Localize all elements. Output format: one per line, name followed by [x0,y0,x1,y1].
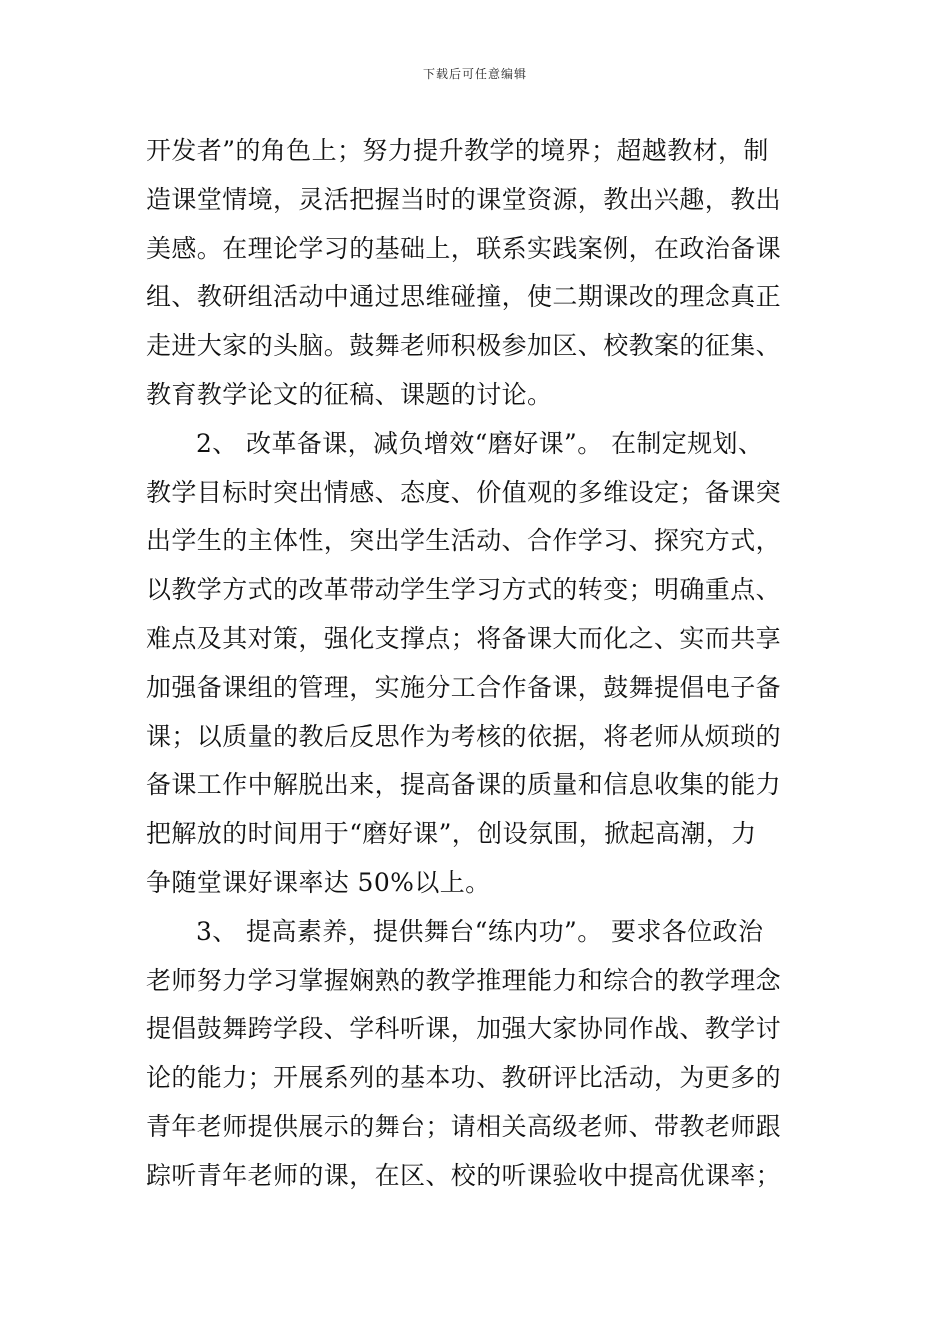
body-line: 老师努力学习掌握娴熟的教学推理能力和综合的教学理念 [146,965,782,995]
body-line: 教学目标时突出情感、态度、价值观的多维设定；备课突 [146,477,782,507]
body-line: 造课堂情境，灵活把握当时的课堂资源，教出兴趣，教出 [146,184,782,214]
body-line: 课；以质量的教后反思作为考核的依据，将老师从烦琐的 [146,721,782,751]
body-line: 组、教研组活动中通过思维碰撞，使二期课改的理念真正 [146,282,782,312]
body-line: 论的能力；开展系列的基本功、教研评比活动，为更多的 [146,1063,782,1093]
document-body [146,127,826,1201]
body-line: 青年老师提供展示的舞台；请相关高级老师、带教老师跟 [146,1111,782,1141]
body-line: 出学生的主体性，突出学生活动、合作学习、探究方式， [146,526,782,556]
body-line: 加强备课组的管理，实施分工合作备课，鼓舞提倡电子备 [146,672,782,702]
section-heading-line: 3、 提高素养，提供舞台“练内功”。 要求各位政治 [196,916,764,946]
body-line: 走进大家的头脑。鼓舞老师积极参加区、校教案的征集、 [146,331,782,361]
body-line: 踪听青年老师的课，在区、校的听课验收中提高优课率； [146,1160,782,1190]
body-line: 开发者”的角色上；努力提升教学的境界；超越教材，制 [146,136,769,165]
body-line: 备课工作中解脱出来，提高备课的质量和信息收集的能力 [146,770,782,800]
body-line: 难点及其对策，强化支撑点；将备课大而化之、实而共享 [146,623,782,653]
body-line: 提倡鼓舞跨学段、学科听课，加强大家协同作战、教学讨 [146,1014,782,1044]
body-line: 争随堂课好课率达 50%以上。 [146,867,491,897]
section-heading-line: 2、 改革备课，减负增效“磨好课”。 在制定规划、 [196,428,764,458]
body-line: 以教学方式的改革带动学生学习方式的转变；明确重点、 [146,575,782,605]
body-line: 教育教学论文的征稿、课题的讨论。 [146,379,553,409]
page-header: 下载后可任意编辑 [422,67,527,81]
body-line: 把解放的时间用于“磨好课”，创设氛围，掀起高潮，力 [146,819,757,849]
body-line: 美感。在理论学习的基础上，联系实践案例，在政治备课 [146,233,782,263]
